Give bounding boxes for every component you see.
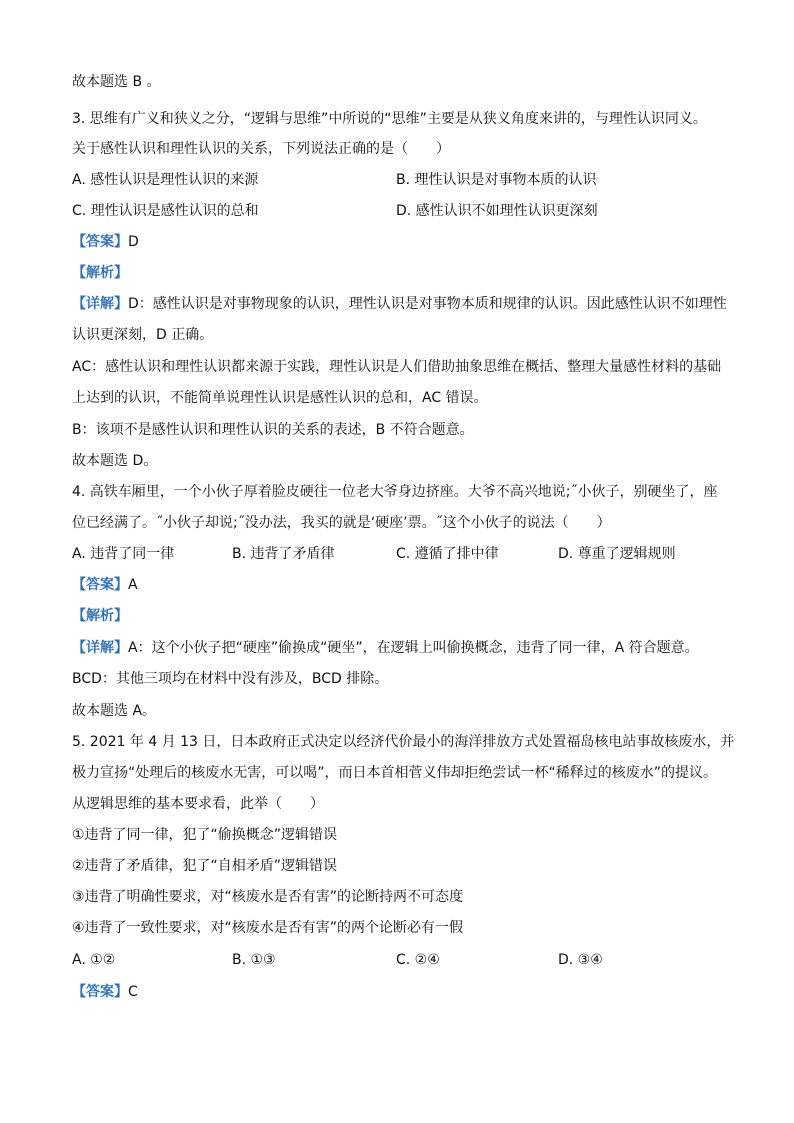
q5-statement-2: ②违背了矛盾律，犯了“自相矛盾”逻辑错误 (72, 858, 338, 874)
q4-option-b: B. 违背了矛盾律 (232, 546, 335, 562)
q3-ac-line1: AC：感性认识和理性认识都来源于实践，理性认识是人们借助抽象思维在概括、整理大量感性材料的基础 (72, 359, 722, 375)
q3-answer (72, 232, 139, 252)
q5-option-c: C. ②④ (396, 952, 440, 968)
q4-conclusion: 故本题选 A。 (72, 703, 157, 719)
detail-text: A：这个小伙子把“硬座”偷换成“硬坐”，在逻辑上叫偷换概念，违背了同一律，A 符合题意。 (128, 640, 699, 656)
q4-detail-line (72, 638, 699, 658)
answer-value: C (128, 984, 138, 1000)
answer-value: D (128, 234, 139, 250)
q4-analysis (72, 606, 128, 626)
q5-stem-line2: 极力宣扬“处理后的核废水无害，可以喝”，而日本首相菅义伟却拒绝尝试一杯“稀释过的核废水”的提议。 (72, 765, 718, 781)
q5-statement-3: ③违背了明确性要求，对“核废水是否有害”的论断持两不可态度 (72, 889, 464, 905)
q5-stem-line3: 从逻辑思维的基本要求看，此举（ ） (72, 796, 324, 812)
detail-label: 【详解】 (72, 640, 128, 656)
answer-label: 【答案】 (72, 234, 128, 250)
q5-stem-line1: 5. 2021 年 4 月 13 日，日本政府正式决定以经济代价最小的海洋排放方式处置福岛核电站事故核废水，并 (72, 734, 735, 750)
q3-option-c: C. 理性认识是感性认识的总和 (72, 203, 259, 219)
q3-ac-line2: 上达到的认识，不能简单说理性认识是感性认识的总和，AC 错误。 (72, 390, 488, 406)
q5-option-a: A. ①② (72, 952, 116, 968)
q4-option-c: C. 遵循了排中律 (396, 546, 499, 562)
q3-detail-line2: 认识更深刻，D 正确。 (72, 327, 214, 343)
q4-bcd-line: BCD：其他三项均在材料中没有涉及，BCD 排除。 (72, 671, 389, 687)
q3-detail-line1 (72, 294, 727, 314)
q3-conclusion: 故本题选 D。 (72, 453, 158, 469)
q5-option-d: D. ③④ (558, 952, 603, 968)
q3-b-line: B：该项不是感性认识和理性认识的关系的表述，B 不符合题意。 (72, 422, 474, 438)
q3-stem-line1: 3. 思维有广义和狭义之分，“逻辑与思维”中所说的“思维”主要是从狭义角度来讲的，与理性认识同义。 (72, 111, 707, 127)
analysis-label: 【解析】 (72, 265, 128, 281)
detail-text: D：感性认识是对事物现象的认识，理性认识是对事物本质和规律的认识。因此感性认识不如理性 (128, 296, 727, 312)
q5-answer (72, 982, 138, 1002)
answer-value: A (128, 577, 138, 593)
q5-option-b: B. ①③ (232, 952, 276, 968)
answer-label: 【答案】 (72, 577, 128, 593)
detail-label: 【详解】 (72, 296, 128, 312)
analysis-label: 【解析】 (72, 608, 128, 624)
q4-answer (72, 575, 138, 595)
q3-option-a: A. 感性认识是理性认识的来源 (72, 172, 259, 188)
prev-conclusion: 故本题选 B 。 (72, 74, 161, 90)
q3-analysis (72, 263, 128, 283)
q4-option-a: A. 违背了同一律 (72, 546, 175, 562)
q4-option-d: D. 尊重了逻辑规则 (558, 546, 676, 562)
q3-option-b: B. 理性认识是对事物本质的认识 (396, 172, 597, 188)
q5-statement-4: ④违背了一致性要求，对“核废水是否有害”的两个论断必有一假 (72, 920, 464, 936)
answer-label: 【答案】 (72, 984, 128, 1000)
q4-stem-line1: 4. 高铁车厢里，一个小伙子厚着脸皮硬往一位老大爷身边挤座。大爷不高兴地说;˝小伙子，别硬坐了，座 (72, 484, 718, 500)
q3-option-d: D. 感性认识不如理性认识更深刻 (396, 203, 598, 219)
q5-statement-1: ①违背了同一律，犯了“偷换概念”逻辑错误 (72, 827, 338, 843)
q3-stem-line2: 关于感性认识和理性认识的关系，下列说法正确的是（ ） (72, 141, 450, 157)
q4-stem-line2: 位已经满了。˝小伙子却说;˝没办法，我买的就是‘硬座’票。˝这个小伙子的说法（ ） (72, 515, 611, 531)
